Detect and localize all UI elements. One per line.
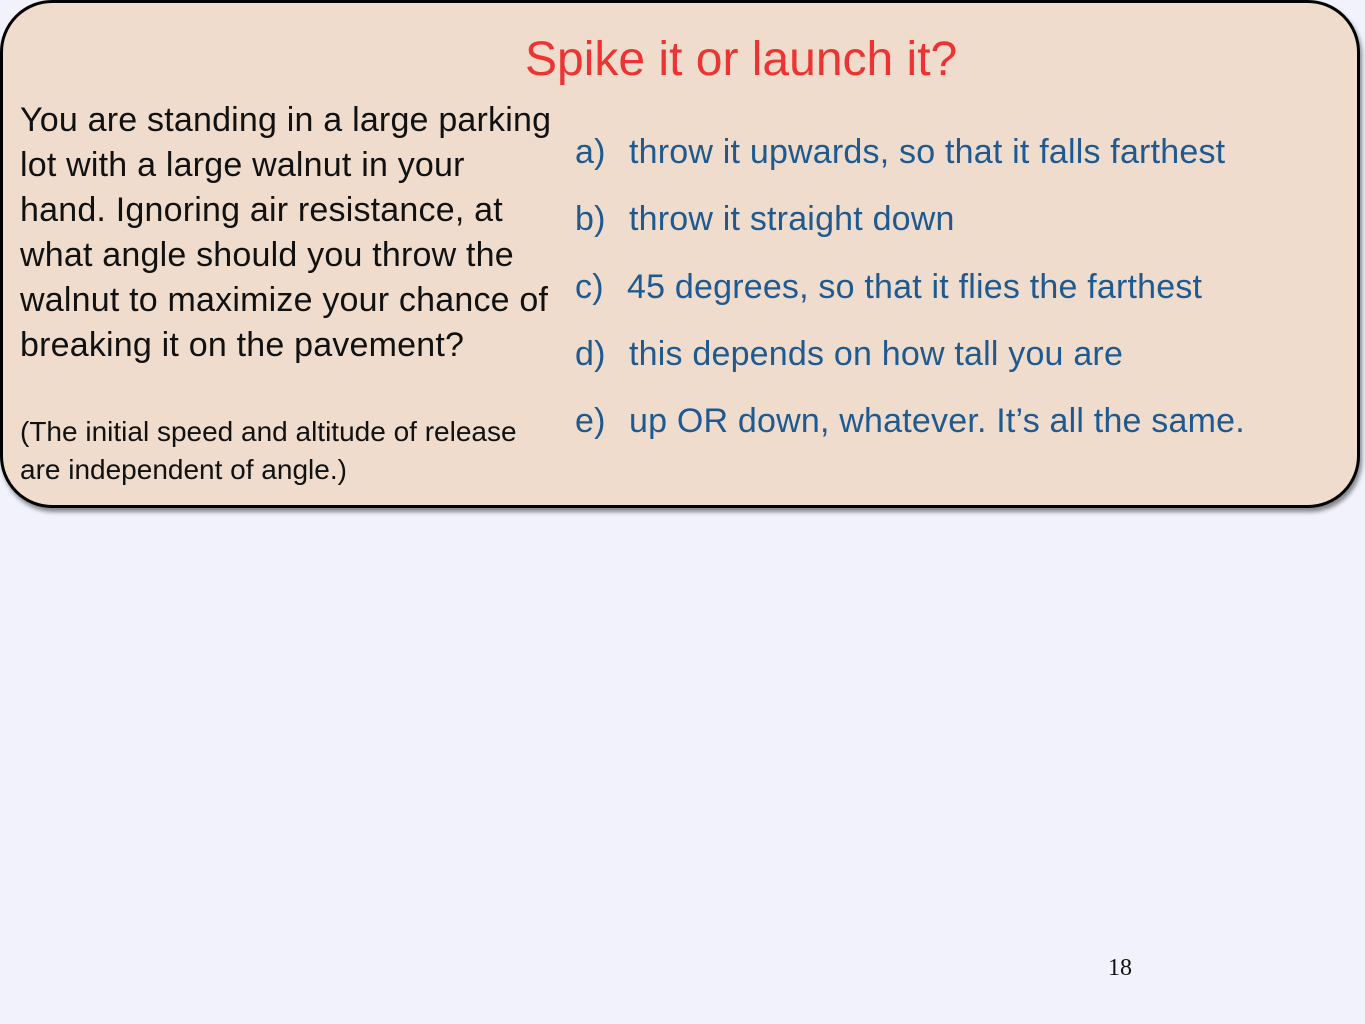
slide-title: Spike it or launch it? bbox=[525, 33, 958, 86]
option-e bbox=[575, 388, 1345, 455]
option-text: up OR down, whatever. It’s all the same. bbox=[629, 402, 1245, 441]
option-text: throw it upwards, so that it falls farthest bbox=[629, 133, 1226, 171]
option-letter: d) bbox=[575, 334, 606, 373]
option-letter: a) bbox=[575, 133, 606, 171]
option-letter: c) bbox=[575, 267, 604, 306]
option-d bbox=[575, 321, 1345, 388]
question-text: You are standing in a large parking lot with a large walnut in your hand. Ignoring air resistance, at what angle should you throw the walnut to maximize your chance of breaking it on the pavement? bbox=[20, 101, 552, 364]
question-note: (The initial speed and altitude of release are independent of angle.) bbox=[20, 416, 517, 485]
option-letter: e) bbox=[575, 402, 606, 441]
option-c bbox=[575, 254, 1345, 321]
option-text: throw it straight down bbox=[629, 200, 955, 239]
page-number: 18 bbox=[1108, 955, 1132, 981]
option-text: 45 degrees, so that it flies the farthest bbox=[627, 267, 1203, 306]
answer-options bbox=[575, 119, 1345, 455]
option-b bbox=[575, 186, 1345, 253]
option-a bbox=[575, 119, 1345, 186]
option-text: this depends on how tall you are bbox=[629, 334, 1124, 373]
option-letter: b) bbox=[575, 200, 606, 239]
